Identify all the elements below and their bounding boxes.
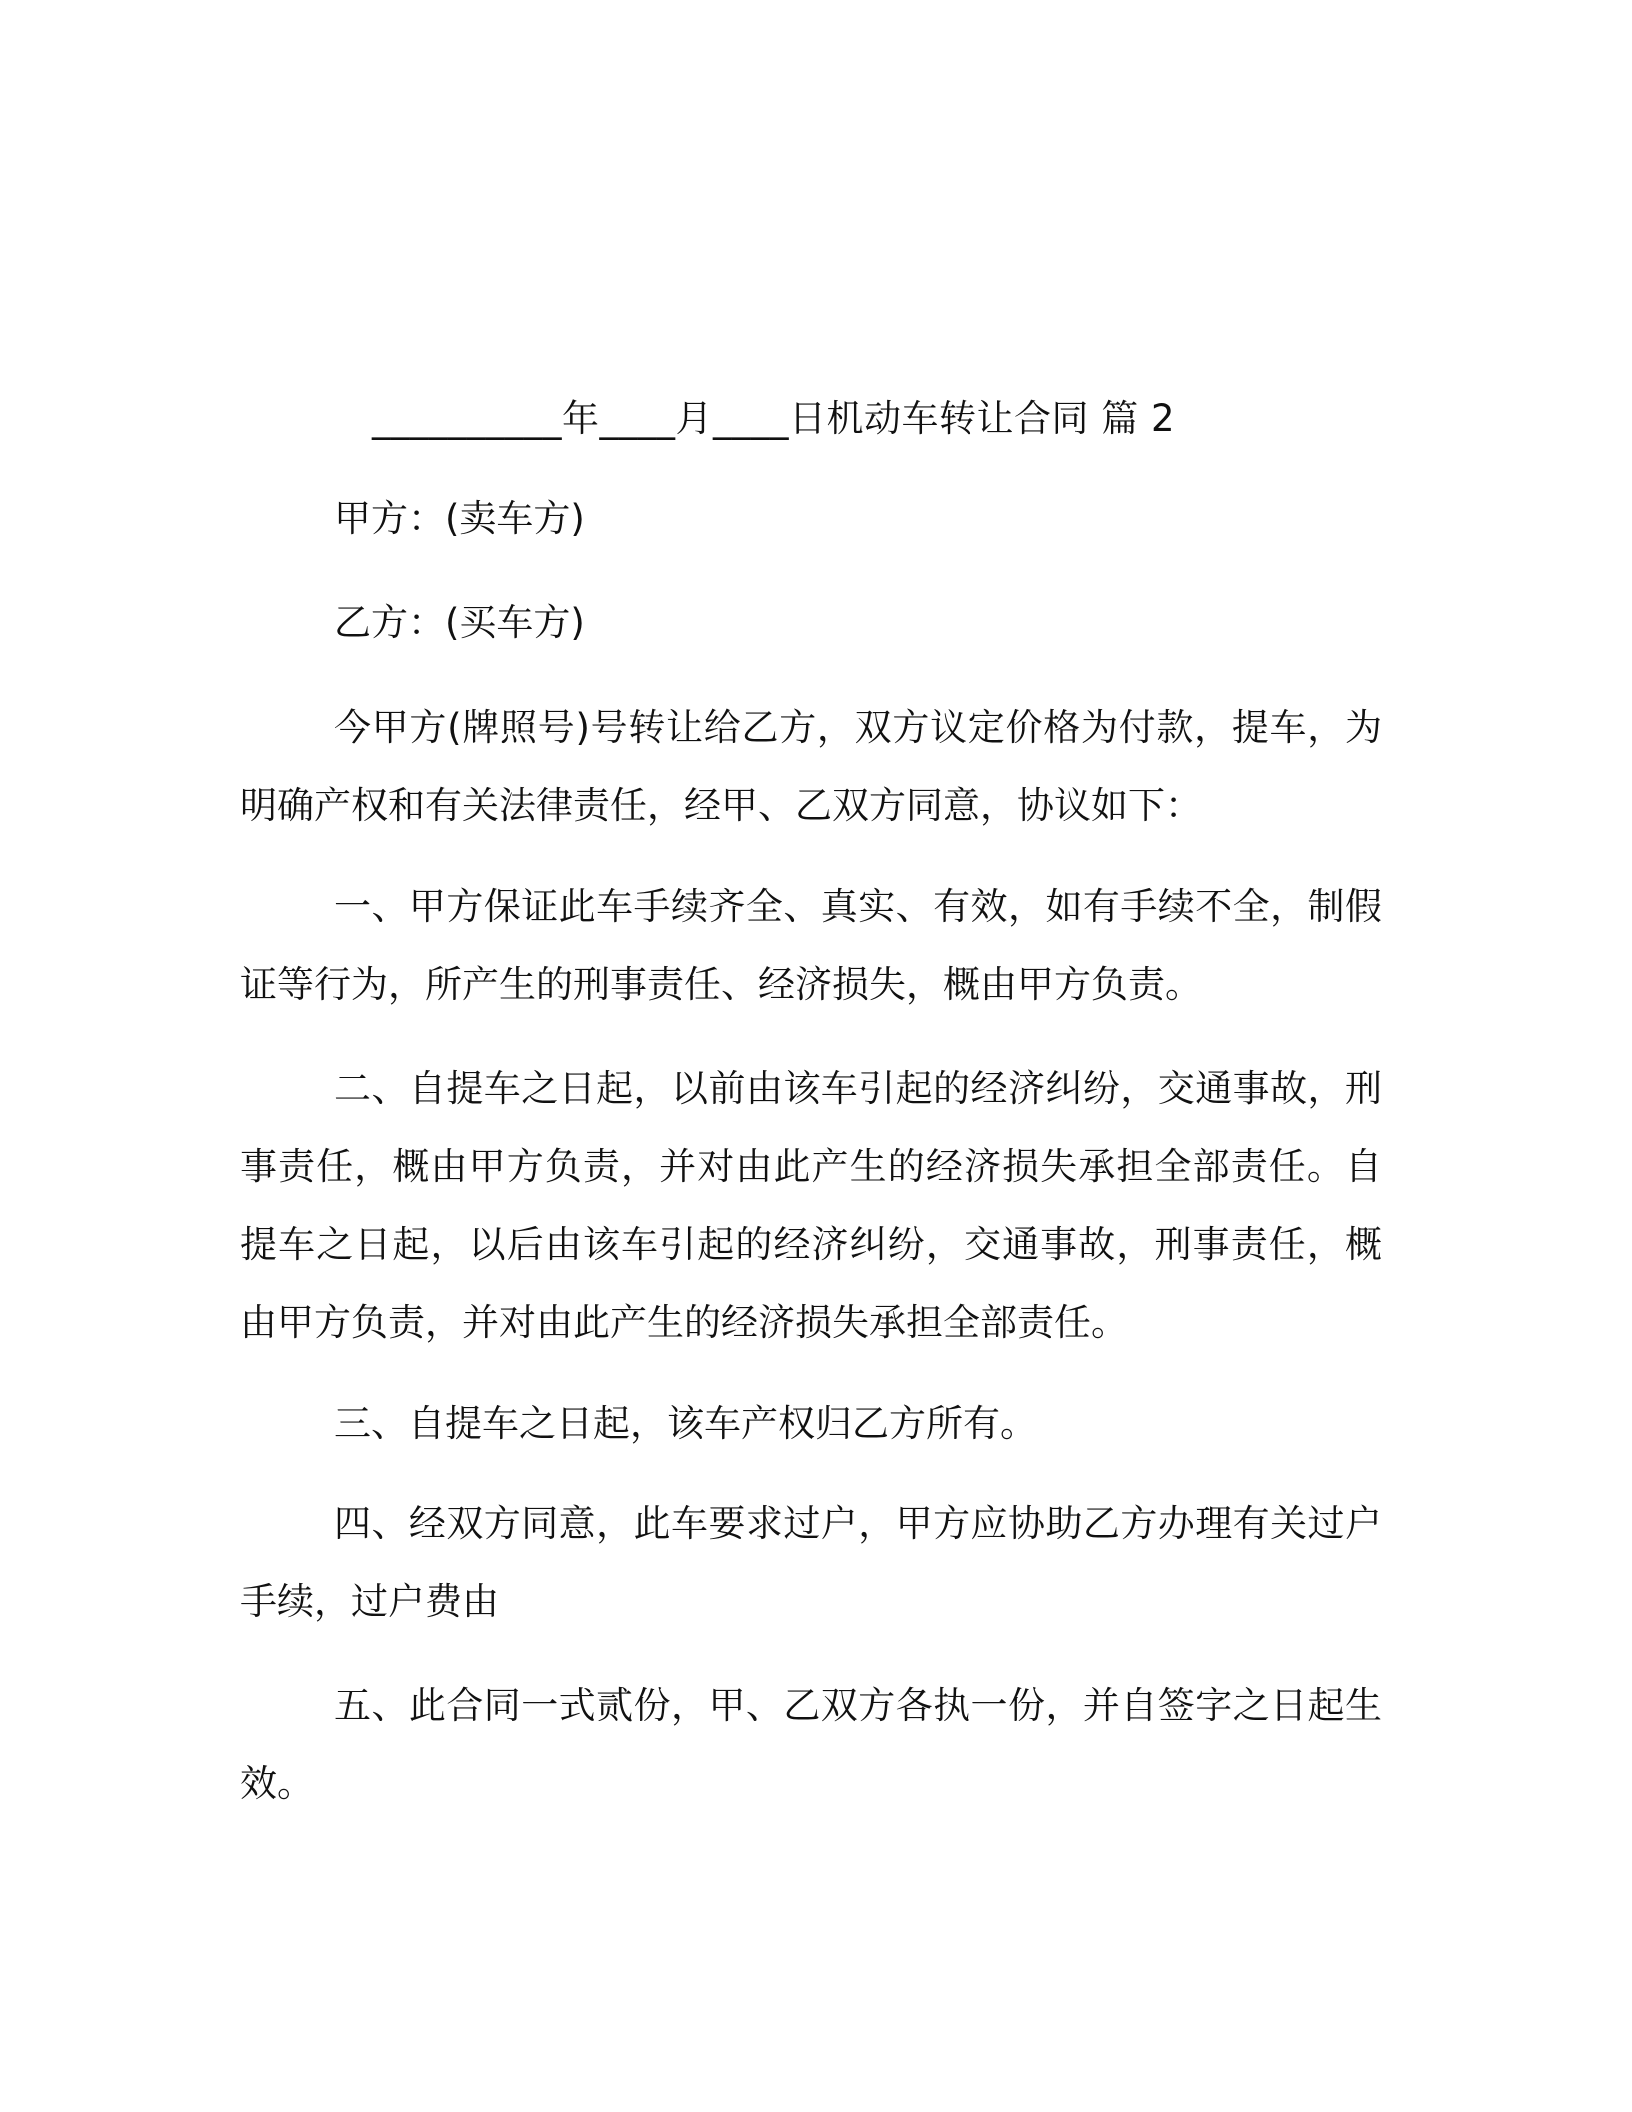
clause-five: 五、此合同一式贰份，甲、乙双方各执一份，并自签字之日起生效。 <box>240 1684 1382 1805</box>
clause-one: 一、甲方保证此车手续齐全、真实、有效，如有手续不全，制假证等行为，所产生的刑事责任、经济损失，概由甲方负责。 <box>240 885 1382 1006</box>
clause-two: 二、自提车之日起，以前由该车引起的经济纠纷，交通事故，刑事责任，概由甲方负责，并对由此产生的经济损失承担全部责任。自提车之日起，以后由该车引起的经济纠纷，交通事故，刑事责任，概由甲方负责，并对由此产生的经济损失承担全部责任。 <box>240 1067 1382 1344</box>
intro-paragraph: 今甲方(牌照号)号转让给乙方，双方议定价格为付款，提车，为明确产权和有关法律责任，经甲、乙双方同意，协议如下： <box>240 706 1382 827</box>
clause-three: 三、自提车之日起，该车产权归乙方所有。 <box>334 1402 1037 1445</box>
contract-title: __________年____月____日机动车转让合同 篇 2 <box>372 397 1176 440</box>
party-b-line: 乙方：(买车方) <box>334 601 585 644</box>
clause-four: 四、经双方同意，此车要求过户，甲方应协助乙方办理有关过户手续，过户费由 <box>240 1502 1382 1623</box>
party-a-line: 甲方：(卖车方) <box>334 497 585 540</box>
